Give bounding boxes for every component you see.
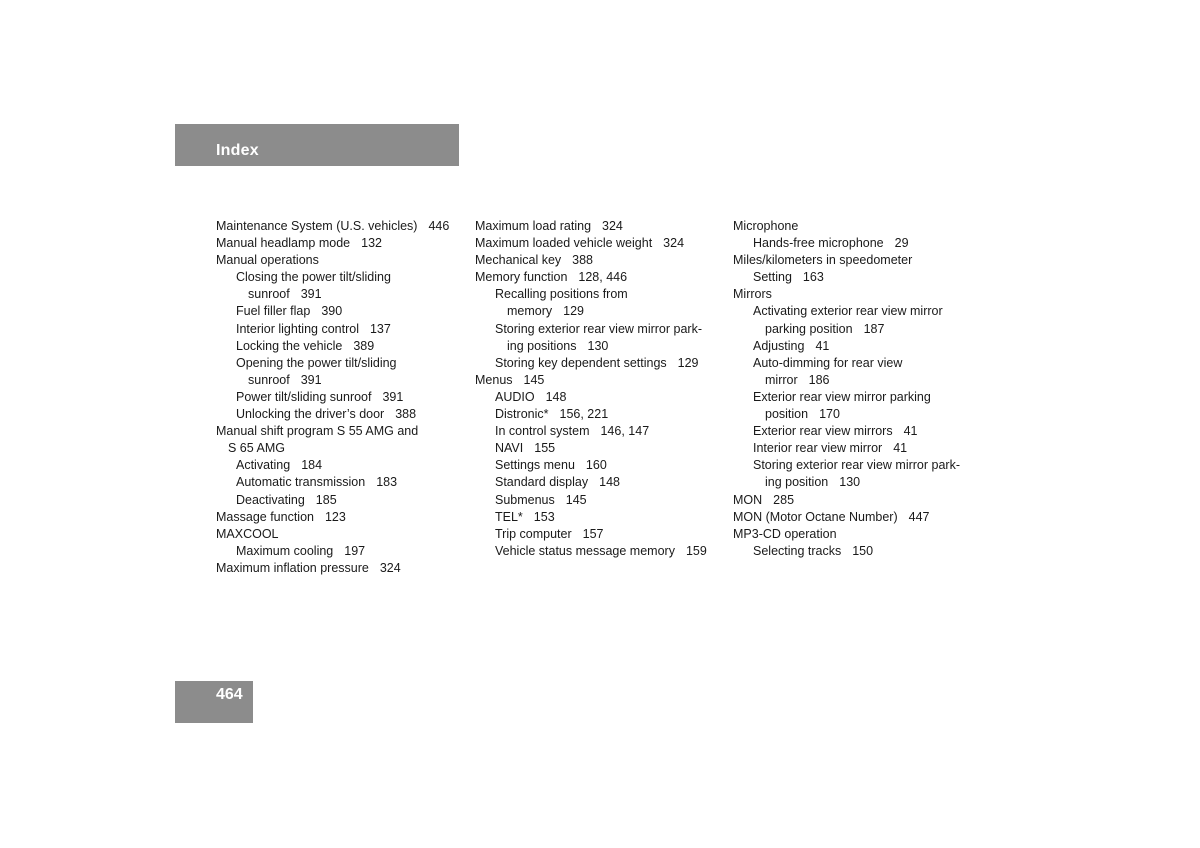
index-term: Mirrors: [733, 287, 772, 302]
index-term: Microphone: [733, 219, 799, 233]
index-entry: [475, 440, 725, 457]
index-term: Maximum load rating: [475, 219, 592, 233]
index-page-ref[interactable]: 130: [839, 475, 861, 490]
index-entry: [733, 235, 983, 252]
index-entry: [475, 457, 725, 474]
index-term: AUDIO: [495, 389, 535, 404]
index-term: Vehicle status message memory: [495, 543, 675, 558]
index-page-ref[interactable]: 285: [773, 492, 795, 507]
section-header-bar: [175, 124, 459, 166]
index-term: Activating exterior rear view mirror: [753, 304, 943, 319]
index-term: Miles/kilometers in speedometer: [733, 253, 913, 268]
index-entry: [475, 286, 725, 303]
index-term: Distronic*: [495, 407, 549, 422]
index-term: position: [765, 407, 809, 422]
index-term: NAVI: [495, 441, 524, 456]
index-entry: [475, 218, 725, 235]
index-page-ref[interactable]: 160: [585, 458, 607, 473]
index-entry: [216, 509, 466, 526]
index-term: Storing key dependent settings: [495, 355, 667, 370]
index-page-ref[interactable]: 388: [572, 253, 594, 268]
index-term: Setting: [753, 270, 792, 285]
index-page-ref[interactable]: 130: [587, 338, 609, 353]
index-page-ref[interactable]: 187: [863, 321, 885, 336]
index-page-ref[interactable]: 155: [534, 441, 556, 456]
index-entry: [733, 423, 983, 440]
index-entry: [216, 406, 466, 423]
index-term: Storing exterior rear view mirror park-: [495, 321, 702, 336]
index-term: mirror: [765, 372, 798, 387]
index-page-ref[interactable]: 391: [382, 389, 404, 404]
index-entry: [475, 474, 725, 491]
index-entry: [475, 526, 725, 543]
index-entry: [733, 252, 983, 269]
index-term: parking position: [765, 321, 853, 336]
index-entry: [216, 303, 466, 320]
index-page-ref[interactable]: 324: [602, 219, 623, 233]
index-term: MON: [733, 492, 763, 507]
index-entry: [216, 526, 466, 543]
index-term: sunroof: [248, 372, 290, 387]
index-term: Manual operations: [216, 253, 319, 268]
index-entry: [475, 423, 725, 440]
index-page-ref[interactable]: 197: [344, 543, 366, 558]
index-page-ref[interactable]: 159: [685, 543, 707, 558]
index-entry: [475, 269, 725, 286]
index-entry: [475, 389, 725, 406]
index-term: Auto-dimming for rear view: [753, 355, 903, 370]
index-entry: [475, 355, 725, 372]
index-term: MAXCOOL: [216, 526, 279, 541]
index-entry: [733, 286, 983, 303]
index-term: Locking the vehicle: [236, 338, 343, 353]
index-term: Maximum cooling: [236, 543, 334, 558]
index-entry: [475, 543, 725, 560]
index-entry: [216, 218, 466, 235]
index-page-ref[interactable]: 41: [903, 424, 918, 439]
index-term: ing positions: [507, 338, 577, 353]
index-page-ref[interactable]: 156, 221: [559, 407, 609, 422]
index-page-ref[interactable]: 186: [808, 372, 830, 387]
index-term: TEL*: [495, 509, 523, 524]
index-entry: [733, 543, 983, 560]
index-term: Fuel filler flap: [236, 304, 311, 319]
index-entry: [733, 269, 983, 286]
index-term: Standard display: [495, 475, 589, 490]
index-entry: [733, 440, 983, 457]
index-entry: [475, 372, 725, 389]
index-page-ref[interactable]: 137: [369, 321, 391, 336]
index-term: Activating: [236, 458, 291, 473]
index-page-ref[interactable]: 41: [815, 338, 830, 353]
index-entry: [475, 338, 725, 355]
index-entry: [216, 372, 466, 389]
page-number-box: [175, 681, 253, 723]
index-entry: [216, 560, 466, 577]
index-entry: [216, 286, 466, 303]
index-term: MP3-CD operation: [733, 526, 837, 541]
index-entry: [733, 406, 983, 423]
index-page-ref[interactable]: 145: [523, 372, 545, 387]
index-term: Mechanical key: [475, 253, 562, 268]
index-term: Settings menu: [495, 458, 575, 473]
index-column-2: [475, 218, 725, 560]
index-term: Maintenance System (U.S. vehicles): [216, 219, 418, 233]
index-page-ref[interactable]: 29: [894, 236, 909, 251]
index-entry: [475, 509, 725, 526]
index-entry: [216, 321, 466, 338]
index-term: Automatic transmission: [236, 475, 366, 490]
index-page-ref[interactable]: 153: [533, 509, 555, 524]
index-term: Closing the power tilt/sliding: [236, 270, 391, 285]
index-page-ref[interactable]: 129: [563, 304, 585, 319]
index-entry: [475, 235, 725, 252]
index-term: ing position: [765, 475, 829, 490]
index-page-ref[interactable]: 183: [376, 475, 398, 490]
index-page-ref[interactable]: 157: [582, 526, 604, 541]
index-entry: [475, 406, 725, 423]
index-page-ref[interactable]: 324: [663, 236, 685, 251]
index-term: Maximum inflation pressure: [216, 560, 369, 575]
index-term: Unlocking the driver’s door: [236, 407, 385, 422]
index-entry: [733, 303, 983, 320]
index-column-1: [216, 218, 466, 577]
index-entry: [733, 372, 983, 389]
index-term: S 65 AMG: [228, 441, 285, 456]
index-entry: [733, 355, 983, 372]
index-entry: [733, 218, 983, 235]
index-entry: [733, 474, 983, 491]
index-term: Trip computer: [495, 526, 572, 541]
index-page-ref[interactable]: 150: [852, 543, 874, 558]
index-page-ref[interactable]: 132: [361, 236, 382, 251]
index-page-ref[interactable]: 41: [893, 441, 908, 456]
index-entry: [733, 321, 983, 338]
index-page-ref[interactable]: 146, 147: [600, 424, 650, 439]
index-page-ref[interactable]: 185: [315, 492, 337, 507]
index-entry: [216, 474, 466, 491]
index-entry: [216, 440, 466, 457]
index-entry: [475, 252, 725, 269]
index-entry: [733, 338, 983, 355]
index-page-ref[interactable]: 128, 446: [578, 270, 628, 285]
index-entry: [216, 543, 466, 560]
index-column-3: [733, 218, 983, 560]
section-title: Index: [216, 142, 259, 159]
index-entry: [216, 269, 466, 286]
index-term: Interior lighting control: [236, 321, 359, 336]
index-term: sunroof: [248, 287, 290, 302]
index-term: Manual shift program S 55 AMG and: [216, 424, 419, 439]
index-page-ref[interactable]: 390: [321, 304, 343, 319]
index-term: MON (Motor Octane Number): [733, 509, 898, 524]
index-entry: [216, 235, 466, 252]
index-entry: [216, 252, 466, 269]
index-term: In control system: [495, 424, 590, 439]
index-page-ref[interactable]: 148: [599, 475, 620, 490]
index-page-ref[interactable]: 148: [545, 389, 567, 404]
index-entry: [216, 492, 466, 509]
index-term: Hands-free microphone: [753, 236, 884, 251]
index-page-ref[interactable]: 129: [677, 355, 699, 370]
index-page-ref[interactable]: 391: [300, 287, 322, 302]
index-entry: [216, 355, 466, 372]
index-page-ref[interactable]: 391: [300, 372, 322, 387]
index-term: memory: [507, 304, 553, 319]
index-term: Interior rear view mirror: [753, 441, 883, 456]
index-entry: [216, 423, 466, 440]
index-entry: [733, 509, 983, 526]
index-entry: [733, 457, 983, 474]
index-term: Memory function: [475, 270, 568, 285]
index-page-ref[interactable]: 447: [908, 509, 930, 524]
index-entry: [733, 526, 983, 543]
index-term: Storing exterior rear view mirror park-: [753, 458, 960, 473]
index-entry: [733, 492, 983, 509]
index-page-ref[interactable]: 446: [428, 219, 450, 233]
index-term: Recalling positions from: [495, 287, 628, 302]
index-term: Exterior rear view mirror parking: [753, 389, 931, 404]
index-entry: [216, 457, 466, 474]
index-term: Deactivating: [236, 492, 305, 507]
index-page-ref[interactable]: 184: [301, 458, 323, 473]
index-entry: [216, 389, 466, 406]
index-term: Submenus: [495, 492, 555, 507]
page-number: 464: [216, 686, 243, 703]
index-page-ref[interactable]: 163: [802, 270, 824, 285]
index-entry: [475, 303, 725, 320]
index-page-ref[interactable]: 145: [565, 492, 587, 507]
index-page-ref[interactable]: 389: [353, 338, 375, 353]
index-term: Massage function: [216, 509, 314, 524]
index-entry: [733, 389, 983, 406]
index-page-ref[interactable]: 170: [819, 407, 840, 422]
index-entry: [475, 321, 725, 338]
index-page-ref[interactable]: 388: [395, 407, 417, 422]
index-term: Exterior rear view mirrors: [753, 424, 893, 439]
index-page-ref[interactable]: 123: [324, 509, 346, 524]
index-term: Power tilt/sliding sunroof: [236, 389, 372, 404]
index-term: Menus: [475, 372, 513, 387]
index-term: Maximum loaded vehicle weight: [475, 236, 653, 251]
index-entry: [216, 338, 466, 355]
index-entry: [475, 492, 725, 509]
index-term: Selecting tracks: [753, 543, 842, 558]
index-page-ref[interactable]: 324: [379, 560, 401, 575]
index-term: Manual headlamp mode: [216, 236, 351, 251]
index-term: Adjusting: [753, 338, 805, 353]
index-term: Opening the power tilt/sliding: [236, 355, 397, 370]
